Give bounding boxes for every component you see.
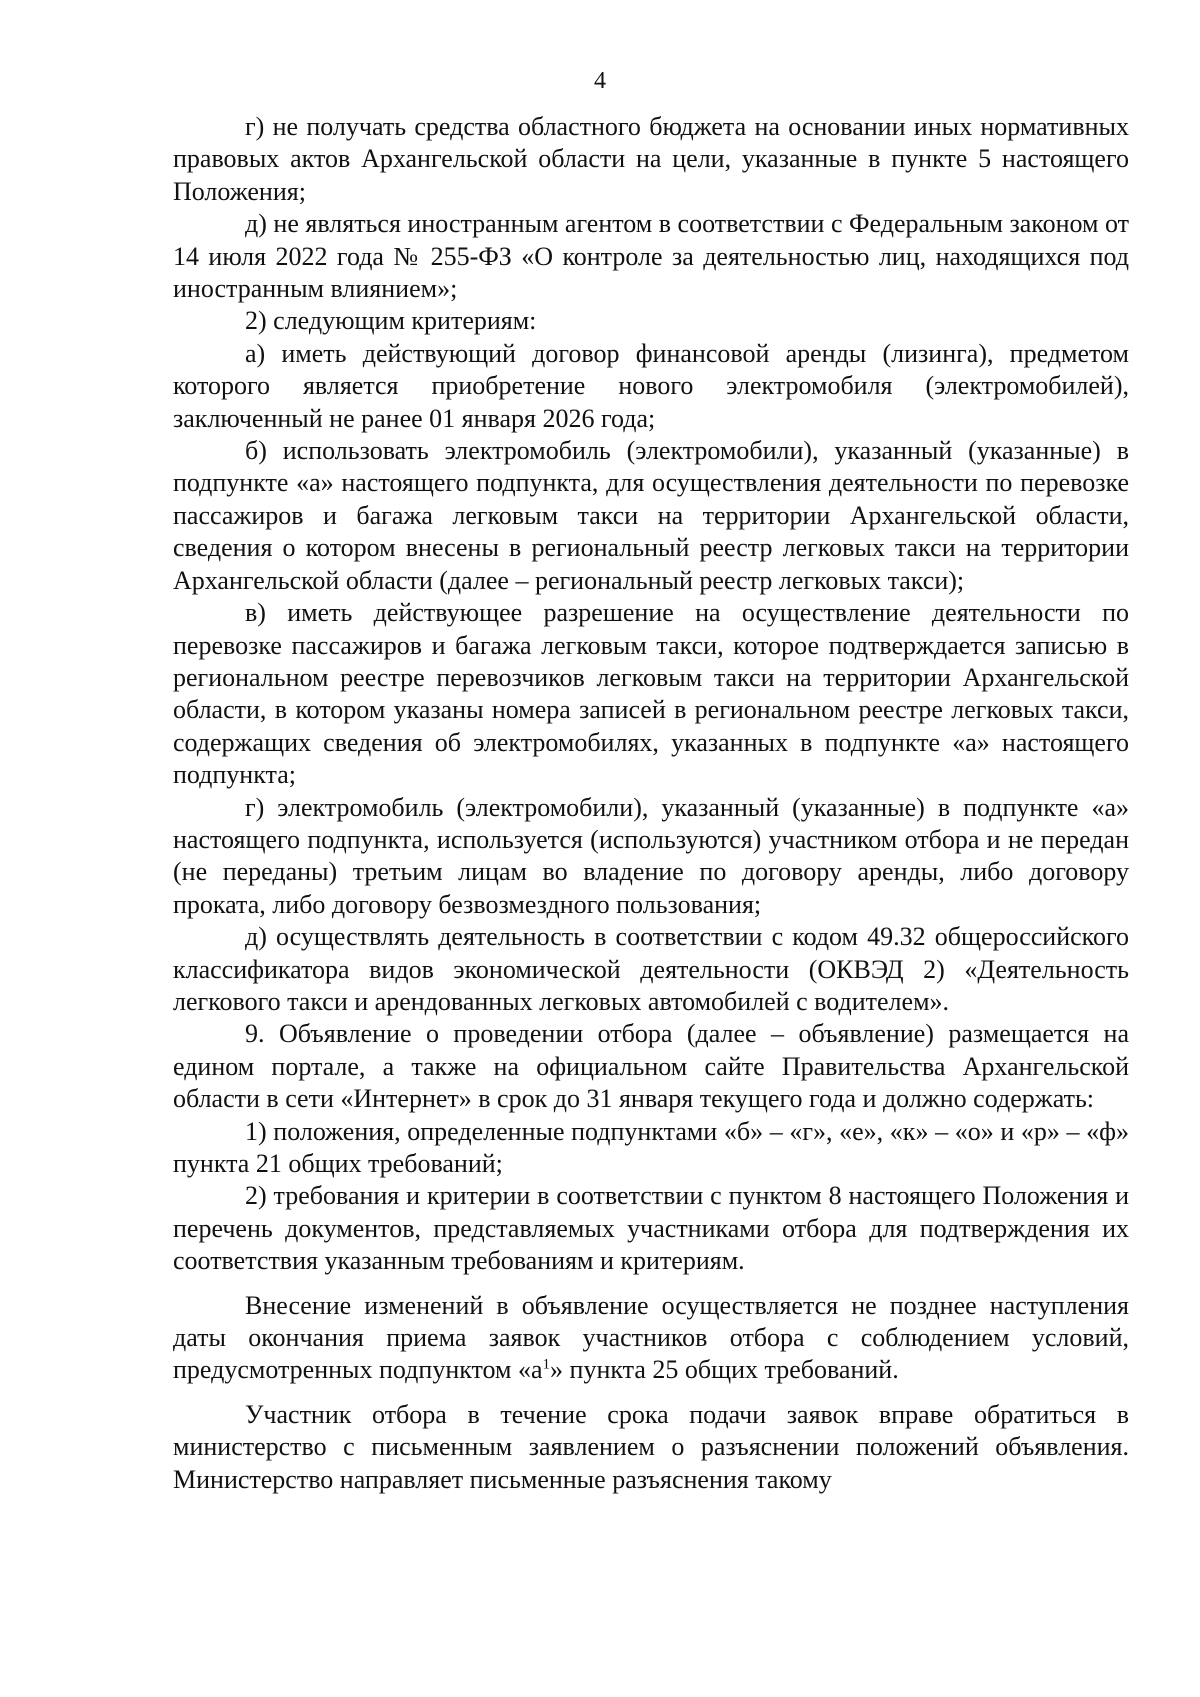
superscript-marker: 1 xyxy=(542,1356,551,1373)
paragraph-changes-after: » пункта 25 общих требований. xyxy=(550,1355,899,1385)
paragraph-criterion-v: в) иметь действующее разрешение на осуществление деятельности по перевозке пассажиров и багажа легковым такси, которое подтверждается записью в региональном реестре перевозчиков легковым такси на территории Архангельской области, в котором указаны номера записей в региональном реестре легковых такси, содержащих сведения об электромобилях, указанных в подпункте «а» настоящего подпункта; xyxy=(173,598,1129,790)
paragraph-changes-before: Внесение изменений в объявление осуществляется не позднее наступления даты окончания приема заявок участников отбора с соблюдением условий, предусмотренных подпунктом «а xyxy=(173,1290,1129,1385)
page-number: 4 xyxy=(594,68,606,94)
paragraph-criteria: 2) следующим критериям: xyxy=(245,306,537,336)
paragraph-criterion-a: а) иметь действующий договор финансовой аренды (лизинга), предметом которого является приобретение нового электромобиля (электромобилей), заключенный не ранее 01 января 2026 года; xyxy=(173,338,1129,433)
paragraph-criterion-d: д) осуществлять деятельность в соответствии с кодом 49.32 общероссийского классификатора видов экономической деятельности (ОКВЭД 2) «Деятельность легкового такси и арендованных легковых автомобилей с водителем». xyxy=(173,922,1129,1016)
paragraph-clause-9-1: 1) положения, определенные подпунктами «б» – «г», «е», «к» – «о» и «р» – «ф» пункта 21 общих требований; xyxy=(173,1116,1129,1178)
paragraph-clause-9: 9. Объявление о проведении отбора (далее – объявление) размещается на едином портале, а также на официальном сайте Правительства Архангельской области в сети «Интернет» в срок до 31 января текущего года и должно содержать: xyxy=(173,1019,1129,1114)
paragraph-last: Участник отбора в течение срока подачи заявок вправе обратиться в министерство с письменным заявлением о разъяснении положений объявления. Министерство направляет письменные разъяснения такому xyxy=(173,1399,1129,1494)
document-body xyxy=(173,111,1129,1496)
paragraph-clause-9-2: 2) требования и критерии в соответствии с пунктом 8 настоящего Положения и перечень документов, представляемых участниками отбора для подтверждения их соответствия указанным требованиям и критериям. xyxy=(173,1181,1129,1276)
paragraph-criterion-g: г) электромобиль (электромобили), указанный (указанные) в подпункте «а» настоящего подпункта, используется (используются) участником отбора и не передан (не переданы) третьим лицам во владение по договору аренды, либо договору проката, либо договору безвозмездного пользования; xyxy=(173,792,1129,919)
paragraph-changes xyxy=(173,1290,1129,1387)
paragraph-criterion-b: б) использовать электромобиль (электромобили), указанный (указанные) в подпункте «а» настоящего подпункта, для осуществления деятельности по перевозке пассажиров и багажа легковым такси на территории Архангельской области, сведения о котором внесены в региональный реестр легковых такси на территории Архангельской области (далее – региональный реестр легковых такси); xyxy=(173,436,1129,595)
paragraph-item-d: д) не являться иностранным агентом в соответствии с Федеральным законом от 14 июля 2022 года № 255-ФЗ «О контроле за деятельностью лиц, находящихся под иностранным влиянием»; xyxy=(173,209,1129,304)
paragraph-item-g: г) не получать средства областного бюджета на основании иных нормативных правовых актов Архангельской области на цели, указанные в пункте 5 настоящего Положения; xyxy=(173,112,1129,206)
